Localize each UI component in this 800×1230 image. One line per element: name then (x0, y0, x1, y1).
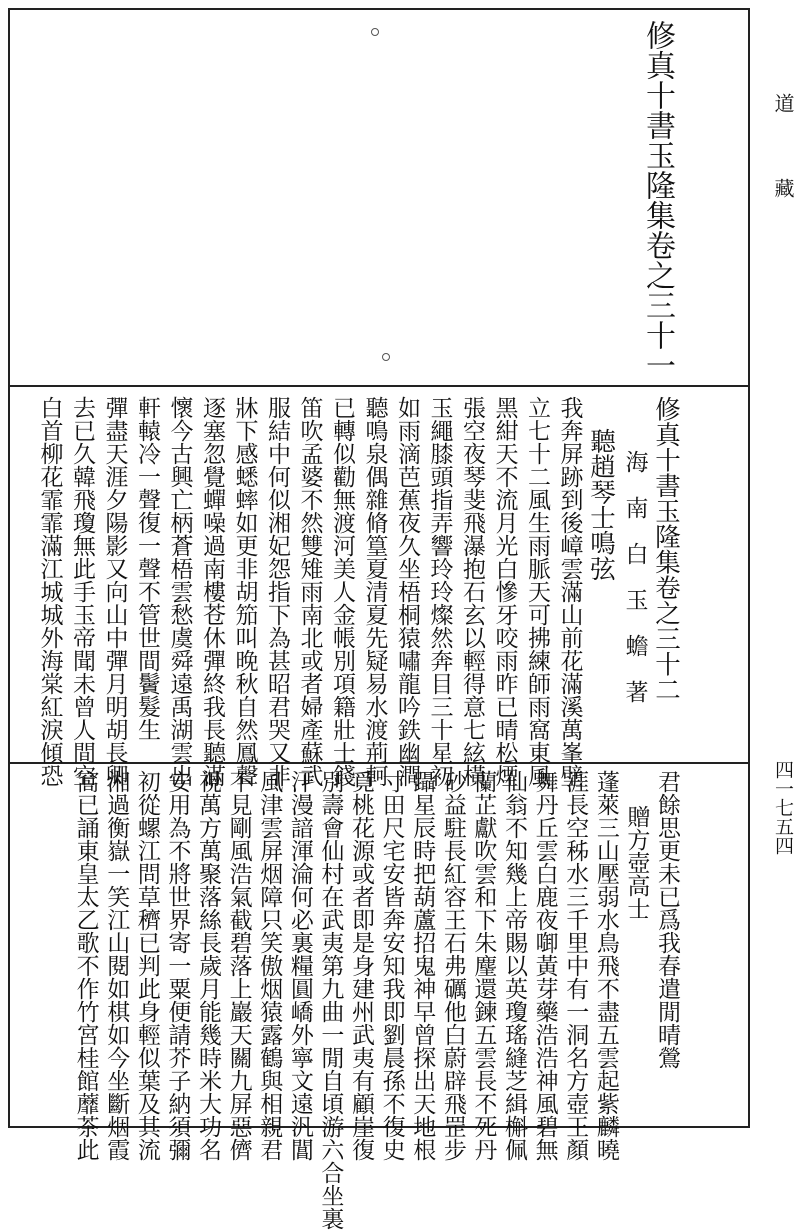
poem-line: 去已久韓飛瓊無此手玉帝聞未曾人間空 (69, 396, 95, 787)
poem-line: 初從螺江問草穧已判此身輕似葉及其流 (133, 770, 160, 1161)
poem-line: 湘過衡嶽一笑江山閱如棋如今坐斷烟霞 (103, 770, 130, 1161)
poem-line: 如雨滴芭蕉夜久坐梧桐猿嘯龍吟鉄幽澗 (394, 396, 420, 787)
poem-line: 黑紺天不流月光白慘牙咬雨昨已晴松煙 (491, 396, 518, 787)
poem-line: 別壽會仙村在武夷第九曲一閒自頃游六合坐裏 (317, 770, 344, 1230)
volume-31-title: 修真十書玉隆集卷之三十一 (640, 20, 675, 380)
poem-line: 視萬方萬聚落絲長歲月能幾時米大功名 (195, 770, 221, 1161)
poem-line: 涯長空秭水三千里中有一洞名方壺王顏 (562, 770, 589, 1161)
poem-line: 覓桃花源或者即是身建州武夷有顧崖復 (348, 770, 374, 1161)
poem-line: 懷今古興亡柄蒼梧雲愁虞舜遠禹湖雲出 (166, 396, 193, 787)
poem-line: 逐塞忽覺蟬噪過南樓苍休彈終我長聽滿 (199, 396, 225, 787)
poem-line: 躡星辰時把葫蘆招鬼神早曾探出天地根 (409, 770, 436, 1161)
poem-line: 已轉似勸無渡河美人金帳別項籍壯士錢 (329, 396, 355, 787)
poem-line: 風津雲屏烟障只笑傲烟猿露鶴與相親君 (256, 770, 283, 1161)
binding-hole-bottom (382, 353, 390, 361)
side-marker-zang: 藏 (771, 178, 795, 198)
poem-line: 立七十二風生雨脈天可拂練師雨窩東風 (524, 396, 550, 787)
section-divider-top (10, 385, 748, 387)
poem-line: 不見剛風浩氣截碧落上巖天關九屏惡儕 (225, 770, 252, 1161)
poem-line: 白首柳花霏霏滿江城城外海棠紅淚傾恐 (36, 396, 63, 787)
poem-line: 砂益駐長紅容王石弗礪他白蔚辟飛罡步 (439, 770, 466, 1161)
poem-line: 服結中何似湘妃怨指下為甚昭君哭又非 (264, 396, 290, 787)
poem-line: 汗漫諳渾淪何必裏糧圓嶠外寧文遠汎閶 (286, 770, 313, 1161)
side-marker-dao: 道 (771, 93, 795, 113)
poem-line: 張空夜琴斐飛瀑抱石玄以輕得意七絃橫 (459, 396, 485, 787)
poem-line: 軒轅冷一聲復一聲不管世間鬢髮生 (134, 396, 160, 741)
poem-line: 安用為不將世界寄一粟便請芥子納須彌 (164, 770, 191, 1161)
poem-line: 窩已誦東皇太乙歌不作竹宮桂館蘼茶此 (72, 770, 99, 1161)
binding-hole-top (371, 28, 379, 36)
poem-title: 聽趙琴士鳴弦 (586, 428, 616, 581)
poem-line: 蘭芷獻吹雲和下朱麈還鍊五雲長不死丹 (470, 770, 497, 1161)
poem-line: 舞丹丘雲白鹿夜啣黃芽藥浩浩神風碧無 (531, 770, 558, 1161)
poem-line: 寸田尺宅安皆奔安知我即劉晨孫不復史 (378, 770, 405, 1161)
poem-line: 聽鳴泉偶雜脩篁夏清夏先疑易水渡荊軻 (361, 396, 388, 787)
poem-title: 贈方壺高士 (623, 805, 650, 920)
volume-32-title: 修真十書玉隆集卷之三十二 (651, 396, 681, 702)
poem-line: 玉繩膝頭指弄響玲玲燦然奔目三十星初 (426, 396, 453, 787)
poem-line: 君餘思更未已爲我春遣閒晴鶯 (654, 770, 680, 1069)
page-number: 四一七五四 (772, 760, 794, 855)
poem-line: 蓬萊三山壓弱水鳥飛不盡五雲起紫麟曉 (592, 770, 619, 1161)
author-line: 海 南 白 玉 蟾 著 (621, 450, 648, 703)
poem-line: 牀下感蟋蟀如更非胡笳叫晚秋自然鳳聲 (231, 396, 258, 787)
poem-line: 彈盡天涯夕陽影又向山中彈月明胡長卿 (101, 396, 128, 787)
poem-line: 仙翁不知幾上帝賜以英瓊瑤縫芝緝槲佩 (501, 770, 527, 1161)
poem-line: 笛吹孟婆不然雙雉雨南北或者婦產蘇武 (296, 396, 323, 787)
poem-line: 我奔屏跡到後嶂雲滿山前花滿溪萬峯壁 (556, 396, 583, 787)
